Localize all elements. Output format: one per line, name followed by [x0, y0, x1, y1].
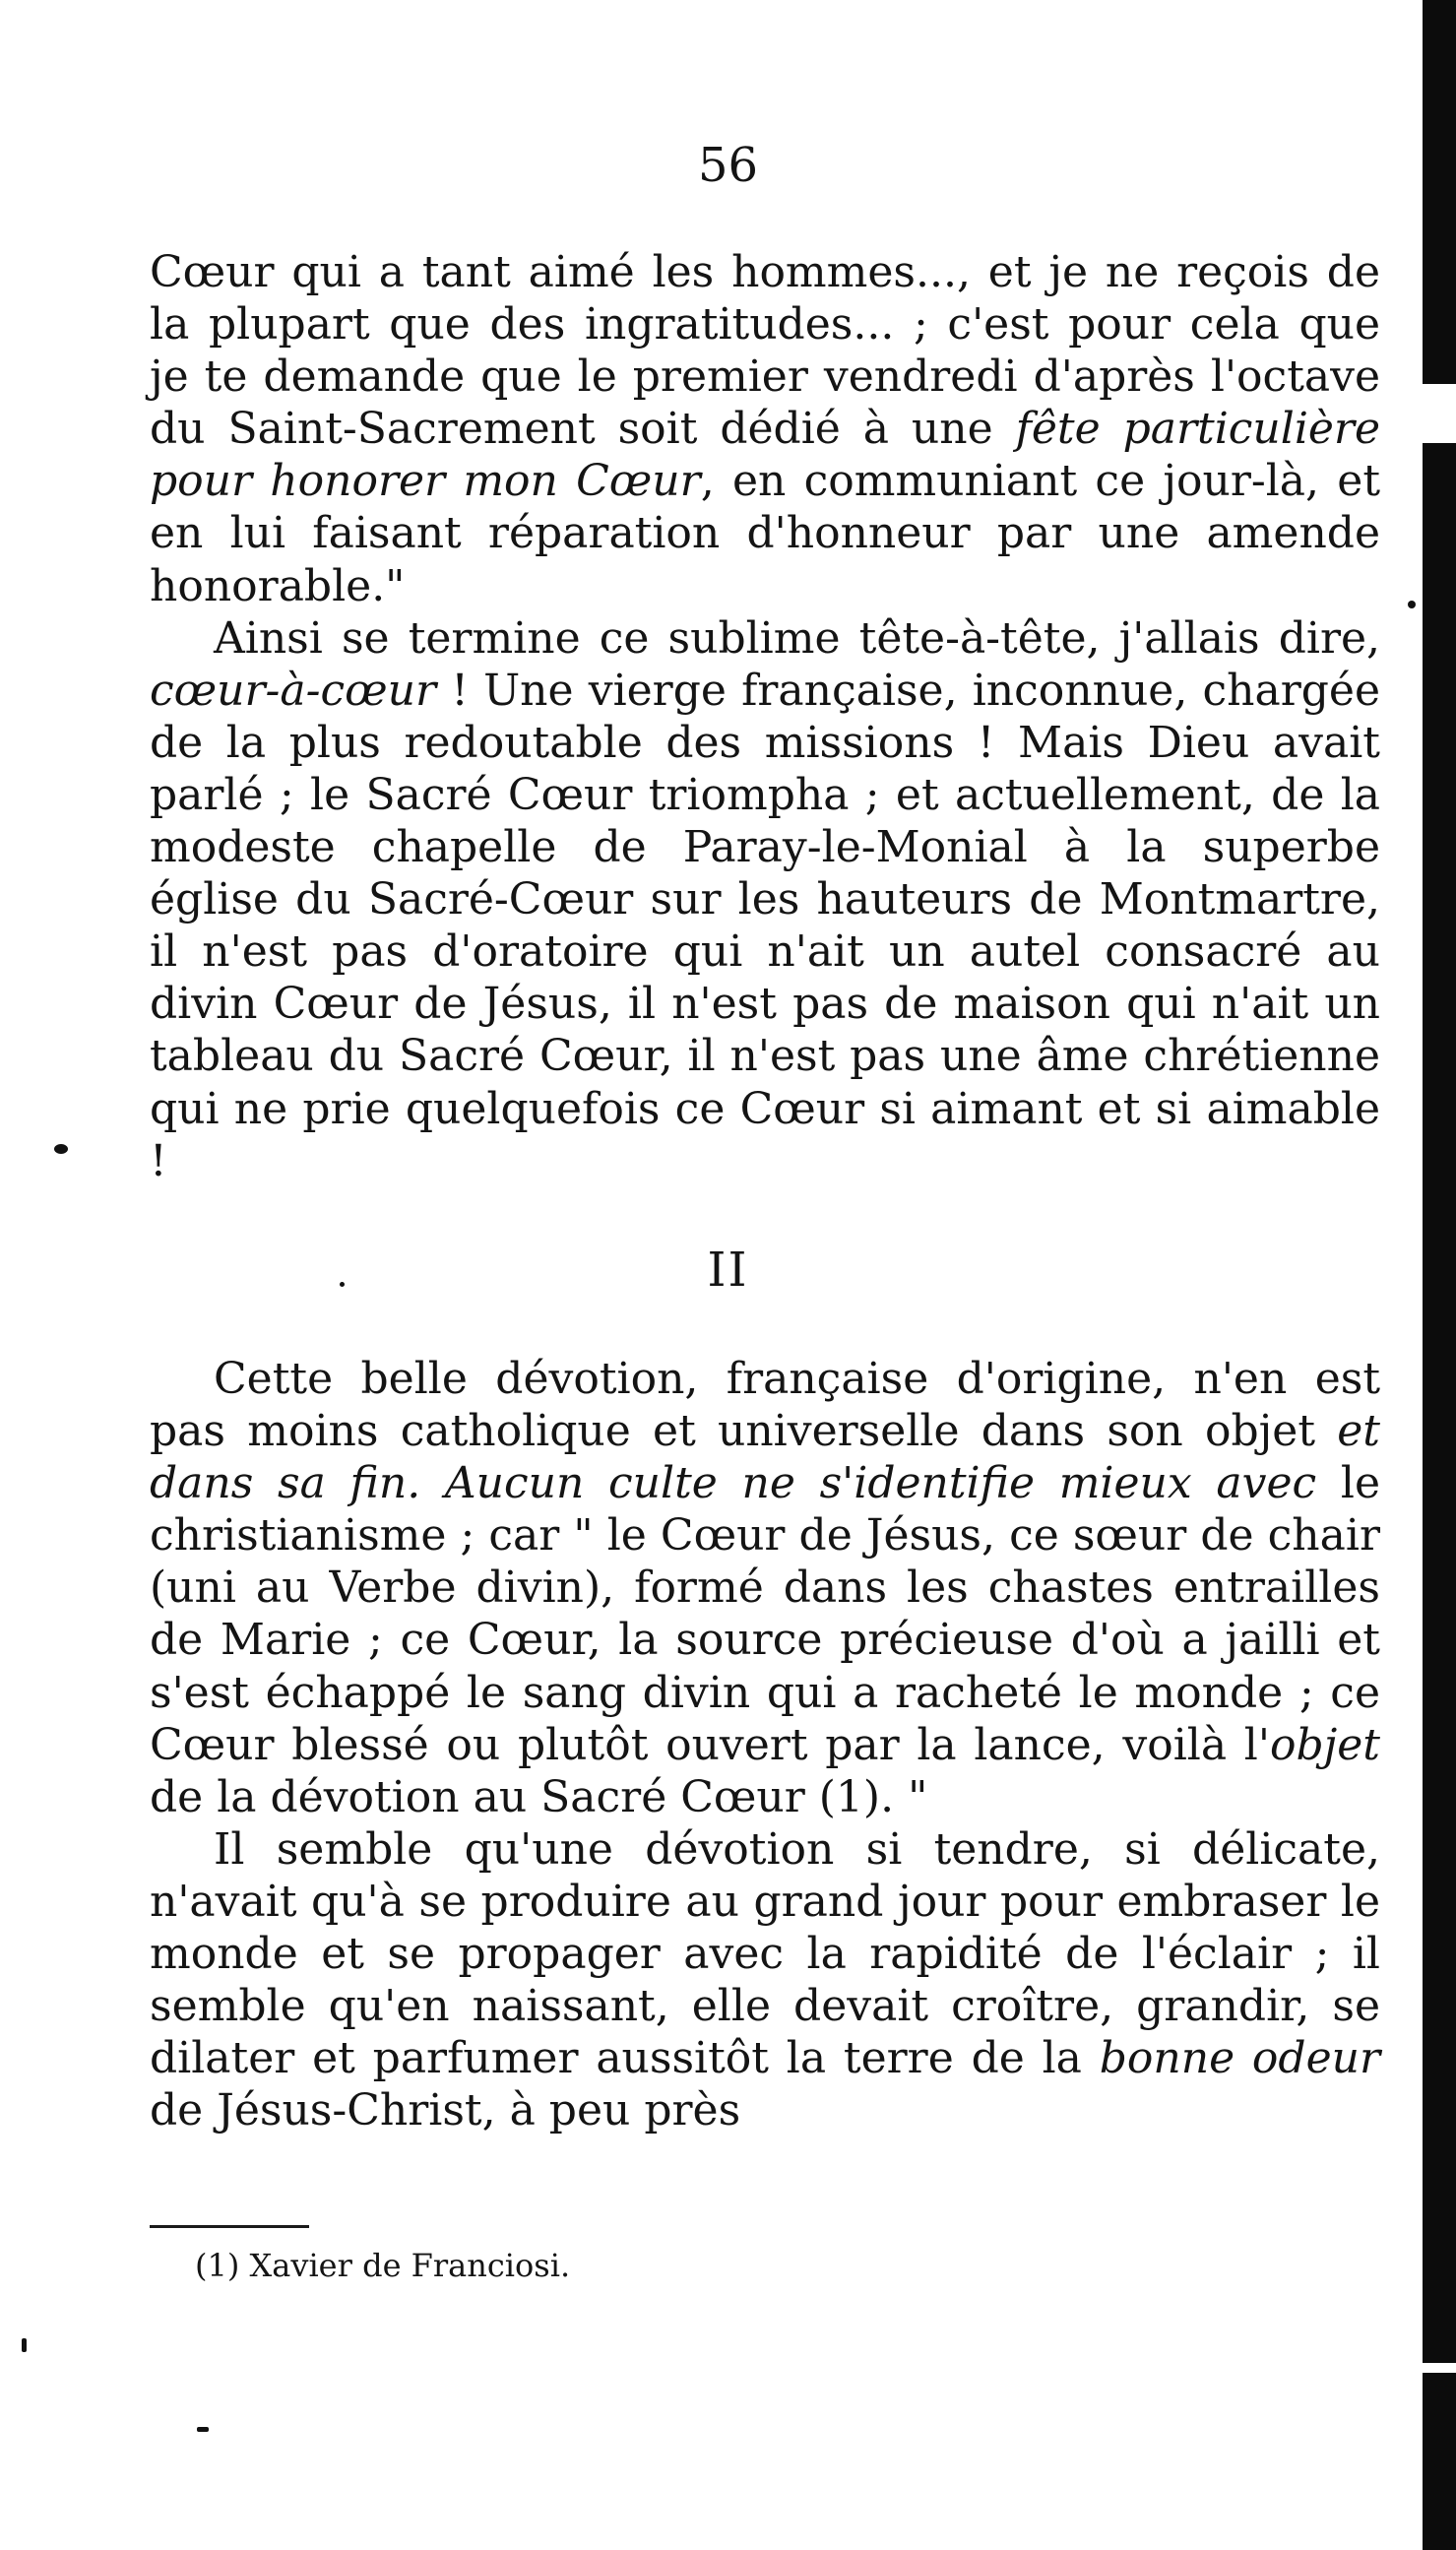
section-heading: II — [707, 1243, 749, 1298]
paragraph-text: le christianisme ; car " le Cœur de Jésus, ce sœur de chair (uni au Verbe divin), formé dans les chastes entrailles de Marie ; ce Cœur, la source précieuse d'où a jailli et s'est échappé le sang divin qui a racheté le monde ; ce Cœur blessé ou plutôt ouvert par la lance, voilà l' — [150, 1458, 1380, 1770]
emphasis-text: fête particulière pour honorer mon Cœur — [150, 404, 1380, 507]
scan-edge-gap — [1419, 384, 1456, 443]
scan-speck — [54, 1144, 68, 1154]
scan-speck — [197, 2427, 209, 2432]
scan-edge-gap — [1419, 2363, 1456, 2373]
paragraph-3 — [150, 1823, 1380, 2137]
paragraph-text: ! Une vierge française, inconnue, chargée de la plus redoutable des missions ! Mais Dieu avait parlé ; le Sacré Cœur triompha ; et actuellement, de la modeste chapelle de Paray-le-Monial à la superbe église du Sacré-Cœur sur les hauteurs de Montmartre, il n'est pas d'oratoire qui n'ait un autel consacré au divin Cœur de Jésus, il n'est pas de maison qui n'ait un tableau du Sacré Cœur, il n'est pas une âme chrétienne qui ne prie quelquefois ce Cœur si aimant et si aimable ! — [150, 665, 1380, 1186]
footnote: (1) Xavier de Franciosi. — [195, 2247, 571, 2284]
paragraph-text: Cette belle dévotion, française d'origine, n'en est pas moins catholique et universelle dans son objet — [150, 1354, 1380, 1457]
page-number: 56 — [697, 138, 759, 193]
paragraph-text: de la dévotion au Sacré Cœur (1). " — [150, 1771, 928, 1822]
paragraph-text: , en communiant ce jour-là, et en lui faisant réparation d'honneur par une amende honorable." — [150, 456, 1381, 611]
paragraph-1 — [150, 612, 1380, 1187]
paragraph-text: de Jésus-Christ, à peu près — [150, 2085, 741, 2136]
paragraph-text: Il semble qu'une dévotion si tendre, si délicate, n'avait qu'à se produire au grand jour pour embraser le monde et se propager avec la rapidité de l'éclair ; il semble qu'en naissant, elle devait croître, grandir, se dilater et parfumer aussitôt la terre de la — [150, 1823, 1380, 2084]
emphasis-text: et dans sa fin. Aucun culte ne s'identifie mieux avec — [150, 1406, 1380, 1509]
emphasis-text: bonne odeur — [1099, 2033, 1380, 2084]
scan-speck — [22, 2338, 27, 2352]
paragraph-0 — [150, 246, 1380, 612]
footnote-rule — [150, 2225, 309, 2228]
scan-speck — [1408, 601, 1416, 608]
paragraph-text: Cœur qui a tant aimé les hommes..., et je ne reçois de la plupart que des ingratitudes... ; c'est pour cela que je te demande que le premier vendredi d'après l'octave du Saint-Sacrement soit dédié à une — [150, 247, 1380, 455]
emphasis-text: objet — [1269, 1719, 1380, 1770]
body-text-bottom — [150, 1353, 1380, 2136]
paragraph-2 — [150, 1353, 1380, 1823]
body-text-top — [150, 246, 1380, 1187]
paragraph-text: Ainsi se termine ce sublime tête-à-tête, j'allais dire, — [214, 612, 1380, 664]
emphasis-text: cœur-à-cœur — [150, 665, 437, 716]
